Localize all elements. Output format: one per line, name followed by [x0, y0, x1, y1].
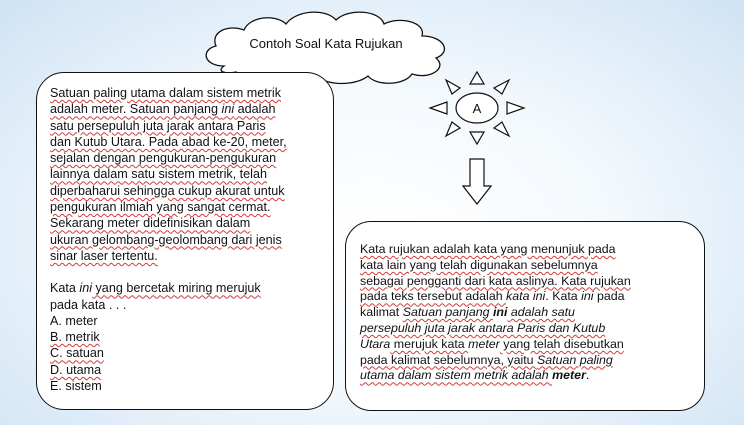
down-arrow-icon — [462, 158, 492, 206]
passage-box — [36, 72, 334, 410]
option-a: A. meter — [50, 313, 98, 328]
explanation-box — [345, 221, 705, 411]
question: Kata ini yang bercetak miring merujuk pada kata . . . — [50, 281, 261, 312]
option-d: D. utama — [50, 362, 102, 377]
option-c: C. satuan — [50, 346, 104, 361]
page-title: Contoh Soal Kata Rujukan — [249, 36, 403, 51]
options-list — [50, 313, 321, 394]
option-b: B. metrik — [50, 330, 100, 345]
explanation: Kata rujukan adalah kata yang menunjuk pada kata lain yang telah digunakan sebelumnya sebagai pengganti dari kata aslinya. Kata rujukan pada teks tersebut adalah kata ini. Kata ini pada kalimat Satuan panjang ini adalah satu persepuluh juta jarak antara Paris dan Kutub Utara merujuk kata meter yang telah disebutkan pada kalimat sebelumnya, yaitu Satuan paling utama dalam sistem metrik adalah meter. — [360, 242, 631, 383]
option-e: E. sistem — [50, 379, 102, 394]
sun-icon — [425, 70, 529, 146]
passage: Satuan paling utama dalam sistem metrik adalah meter. Satuan panjang ini adalah satu persepuluh juta jarak antara Paris dan Kutub Utara. Pada abad ke-20, meter, sejalan dengan pengukuran-pengukuran lainnya dalam satu sistem metrik, telah diperbaharui sehingga cukup akurat untuk pengukuran ilmiah yang sangat cermat. Sekarang meter didefinisikan dalam ukuran gelombang-geolombang dari jenis sinar laser tertentu. — [50, 86, 287, 263]
sun-label: A — [472, 101, 482, 116]
